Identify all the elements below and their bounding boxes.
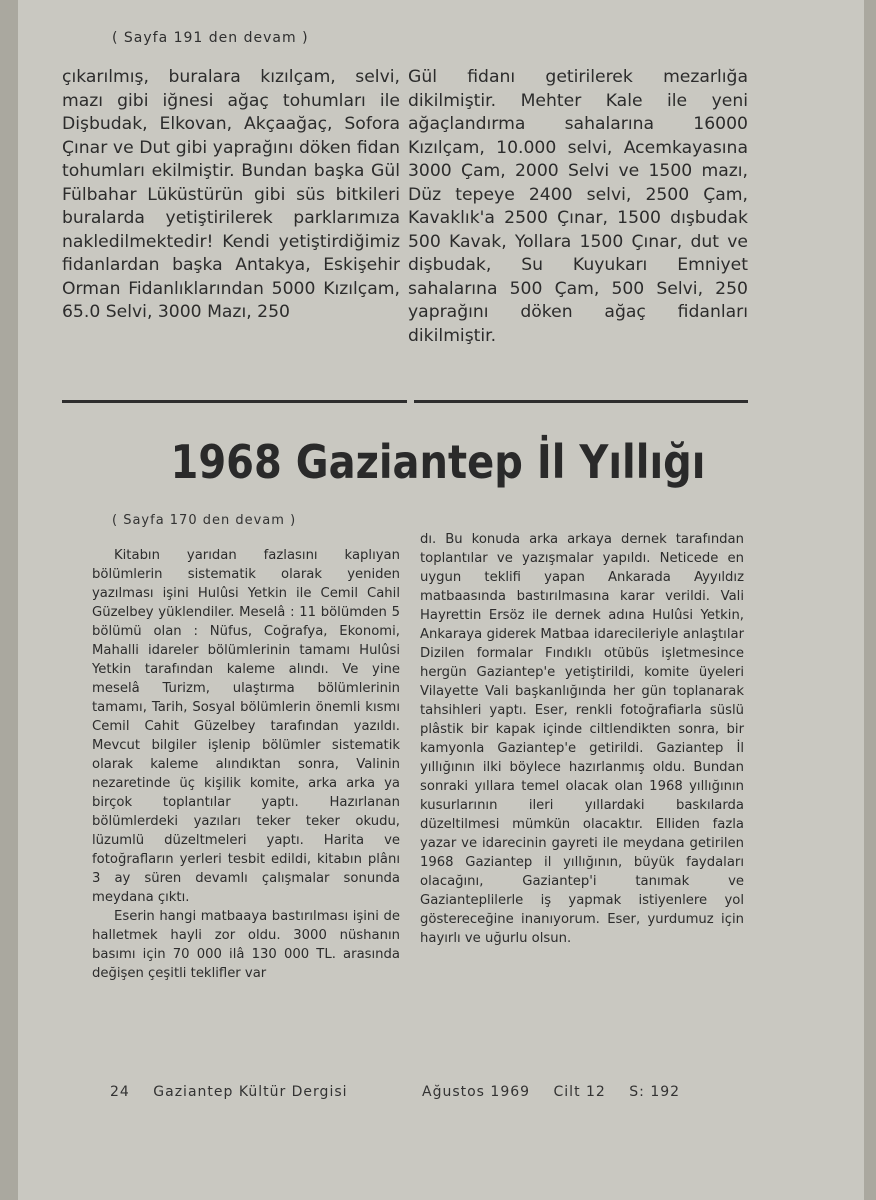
section-divider-left [62, 400, 407, 403]
journal-name: Gaziantep Kültür Dergisi [153, 1084, 348, 1100]
article-paragraph: Kitabın yarıdan fazlasını kaplıyan bölümlerin sistematik olarak yeniden yazılması işini Hulûsi Yetkin ile Cemil Cahil Güzelbey yüklendiler. Meselâ : 11 bölümden 5 bölümü olan : Nüfus, Coğrafya, Ekonomi, Mahalli idareler bölümlerinin tamamı Hulûsi Yetkin tarafından kaleme alındı. Ve yine meselâ Turizm, ulaştırma bölümlerinin tamamı, Tarih, Sosyal bölümlerin önemli kısmı Cemil Cahit Güzelbey tarafından yazıldı. Mevcut bilgiler işlenip bölümler sistematik olarak kaleme alındıktan sonra, Valinin nezaretinde üç kişilik komite, arka arka ya birçok toplantılar yaptı. Hazırlanan bölümlerdeki yazıları teker teker okudu, lüzumlü düzeltmeleri yaptı. Harita ve fotoğrafların yerleri tesbit edildi, kitabın plânı 3 ay süren devamlı çalışmalar sonunda meydana çıktı. [92, 548, 400, 905]
top-right-column: Gül fidanı getirilerek mezarlığa dikilmiştir. Mehter Kale ile yeni ağaçlandırma sahalarına 16000 Kızılçam, 10.000 selvi, Acemkayasına 3000 Çam, 2000 Selvi ve 1500 mazı, Düz tepeye 2400 selvi, 2500 Çam, Kavaklık'a 2500 Çınar, 1500 dışbudak 500 Kavak, Yollara 1500 Çınar, dut ve dişbudak, Su Kuyukarı Emniyet sahalarına 500 Çam, 500 Selvi, 250 yaprağını döken ağaç fidanları dikilmiştir. [408, 67, 748, 346]
volume-number: Cilt 12 [553, 1084, 606, 1100]
continuation-note-top: ( Sayfa 191 den devam ) [112, 30, 309, 46]
article-headline: 1968 Gaziantep İl Yıllığı [170, 436, 706, 490]
article-paragraph: Eserin hangi matbaaya bastırılması işini de halletmek hayli zor oldu. 3000 nüshanın basımı için 70 000 ilâ 130 000 TL. arasında değişen çeşitli teklifler var [92, 909, 400, 981]
continuation-note-article: ( Sayfa 170 den devam ) [112, 513, 297, 528]
article-paragraph: dı. Bu konuda arka arkaya dernek tarafından toplantılar ve yazışmalar yapıldı. Neticede en uygun teklifi yapan Ankarada Ayyıldız matbaasında bastırılmasına karar verildi. Vali Hayrettin Ersöz ile dernek adına Hulûsi Yetkin, Ankaraya giderek Matbaa idarecileriyle anlaştılar Dizilen formalar Fındıklı otübüs işletmesince hergün Gaziantep'e yetiştirildi, komite üyeleri Vilayette Vali başkanlığında her gün toplanarak tahsihleri yaptı. Eser, renkli fotoğrafiarla süslü plâstik bir kapak içinde ciltlendikten sonra, bir kamyonla Gaziantep'e getirildi. Gaziantep İl yıllığının ilki böylece hazırlanmış oldu. Bundan sonraki yıllara temel olacak olan 1968 yıllığının kusurlarının ileri yıllardaki baskılarda düzeltilmesi mümkün olacaktır. Elliden fazla yazar ve idarecinin gayreti ile meydana getirilen 1968 Gaziantep il yıllığının, büyük faydaları olacağını, Gaziantep'i tanımak ve Gazianteplilerle iş yapmak istiyenlere yol göstereceğine inanıyorum. Eser, yurdumuz için hayırlı ve uğurlu olsun. [420, 532, 744, 946]
footer-right [422, 1084, 698, 1100]
issue-date: Ağustos 1969 [422, 1084, 531, 1100]
issue-number: S: 192 [629, 1084, 681, 1100]
article-right-column [420, 530, 744, 948]
footer-left [110, 1084, 366, 1100]
page-number: 24 [110, 1084, 130, 1100]
top-left-column: çıkarılmış, buralara kızılçam, selvi, mazı gibi iğnesi ağaç tohumları ile Dişbudak, Elkovan, Akçaağaç, Sofora Çınar ve Dut gibi yaprağını döken fidan tohumları ekilmiştir. Bundan başka Gül Fülbahar Lüküstürün gibi süs bitkileri buralarda yetiştirilerek parklarımıza nakledilmektedir! Kendi yetiştirdiğimiz fidanlardan başka Antakya, Eskişehir Orman Fidanlıklarından 5000 Kızılçam, 65.0 Selvi, 3000 Mazı, 250 [62, 67, 400, 322]
section-divider-right [414, 400, 748, 403]
article-left-column [92, 546, 400, 983]
